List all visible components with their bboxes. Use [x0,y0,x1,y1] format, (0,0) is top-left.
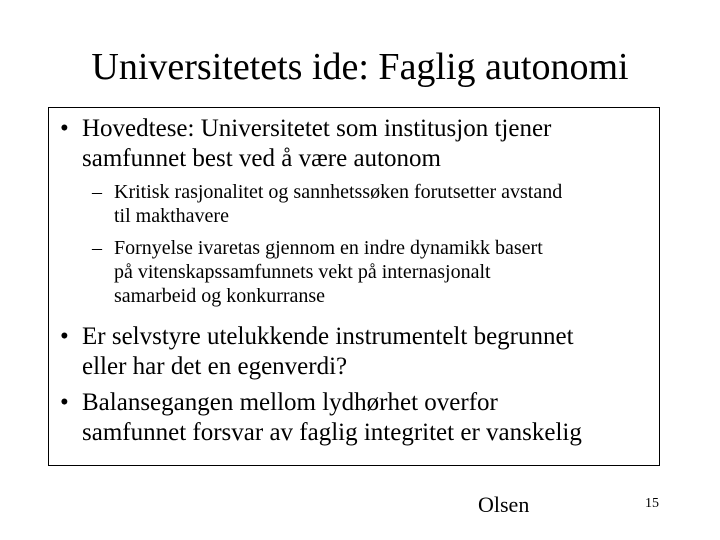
bullet-text [82,322,574,382]
slide-title: Universitetets ide: Faglig autonomi [91,46,629,88]
sub-bullet-line: til makthavere [114,205,229,227]
bullet-line: eller har det en egenverdi? [82,353,348,380]
sub-bullet-line: Fornyelse ivaretas gjennom en indre dynamikk basert [114,237,543,259]
bullet-dot: • [60,115,69,142]
sub-bullet-text [114,180,562,228]
bullet-text [82,114,551,174]
footer-author: Olsen [478,492,530,517]
sub-bullet-dash: – [92,181,102,203]
bullet-line: Hovedtese: Universitetet som institusjon tjener [82,115,552,142]
bullet-text [82,388,582,448]
sub-bullet-line: Kritisk rasjonalitet og sannhetssøken forutsetter avstand [114,181,563,203]
bullet-line: Er selvstyre utelukkende instrumentelt begrunnet [82,323,574,350]
bullet-line: samfunnet best ved å være autonom [82,145,441,172]
sub-bullet-dash: – [92,237,102,259]
sub-bullet-text [114,236,543,308]
sub-bullet-line: samarbeid og konkurranse [114,285,326,307]
bullet-line: samfunnet forsvar av faglig integritet er vanskelig [82,419,582,446]
page-number: 15 [645,496,659,511]
bullet-line: Balansegangen mellom lydhørhet overfor [82,389,498,416]
bullet-dot: • [60,389,69,416]
sub-bullet-line: på vitenskapssamfunnets vekt på internasjonalt [114,261,491,283]
bullet-dot: • [60,323,69,350]
